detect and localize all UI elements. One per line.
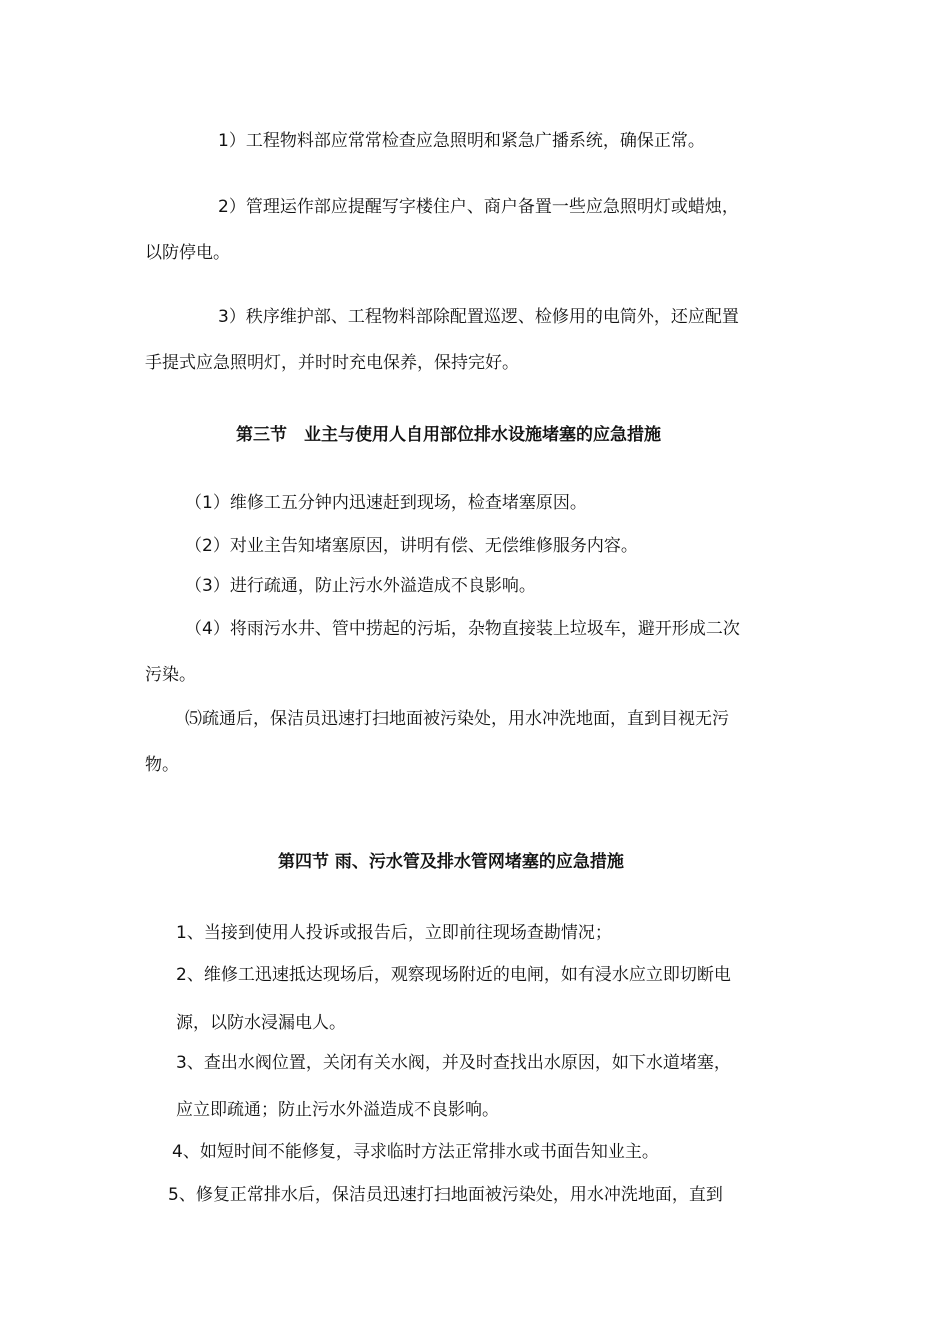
section-4-item-2-line-2: 源，以防水浸漏电人。 — [176, 1013, 346, 1033]
section-4-item-1: 1、当接到使用人投诉或报告后，立即前往现场查勘情况； — [176, 923, 612, 943]
section-4-item-4: 4、如短时间不能修复，寻求临时方法正常排水或书面告知业主。 — [172, 1142, 659, 1162]
section-4-title: 第四节 雨、污水管及排水管网堵塞的应急措施 — [278, 852, 624, 872]
section-3-item-5-line-2: 物。 — [145, 755, 179, 775]
lighting-item-3-line-2: 手提式应急照明灯，并时时充电保养，保持完好。 — [145, 353, 519, 373]
section-4-item-3-line-1: 3、查出水阀位置，关闭有关水阀，并及时查找出水原因，如下水道堵塞， — [176, 1053, 731, 1073]
section-3-title: 第三节 业主与使用人自用部位排水设施堵塞的应急措施 — [236, 425, 661, 445]
section-3-item-4-line-2: 污染。 — [145, 665, 196, 685]
section-3-item-1: （1）维修工五分钟内迅速赶到现场，检查堵塞原因。 — [185, 493, 587, 513]
lighting-item-1: 1）工程物料部应常常检查应急照明和紧急广播系统，确保正常。 — [218, 131, 705, 151]
lighting-item-3-line-1: 3）秩序维护部、工程物料部除配置巡逻、检修用的电筒外，还应配置 — [218, 307, 739, 327]
section-3-item-3: （3）进行疏通，防止污水外溢造成不良影响。 — [185, 576, 536, 596]
section-4-item-5-line-1: 5、修复正常排水后，保洁员迅速打扫地面被污染处，用水冲洗地面，直到 — [168, 1185, 723, 1205]
section-4-item-2-line-1: 2、维修工迅速抵达现场后，观察现场附近的电闸，如有浸水应立即切断电 — [176, 965, 731, 985]
section-4-item-3-line-2: 应立即疏通；防止污水外溢造成不良影响。 — [176, 1100, 499, 1120]
lighting-item-2-line-1: 2）管理运作部应提醒写字楼住户、商户备置一些应急照明灯或蜡烛， — [218, 197, 739, 217]
section-3-item-2: （2）对业主告知堵塞原因，讲明有偿、无偿维修服务内容。 — [185, 536, 638, 556]
lighting-item-2-line-2: 以防停电。 — [145, 243, 230, 263]
section-3-item-5-line-1: ⑸疏通后，保洁员迅速打扫地面被污染处，用水冲洗地面，直到目视无污 — [185, 709, 729, 729]
section-3-item-4-line-1: （4）将雨污水井、管中捞起的污垢，杂物直接装上垃圾车，避开形成二次 — [185, 619, 740, 639]
